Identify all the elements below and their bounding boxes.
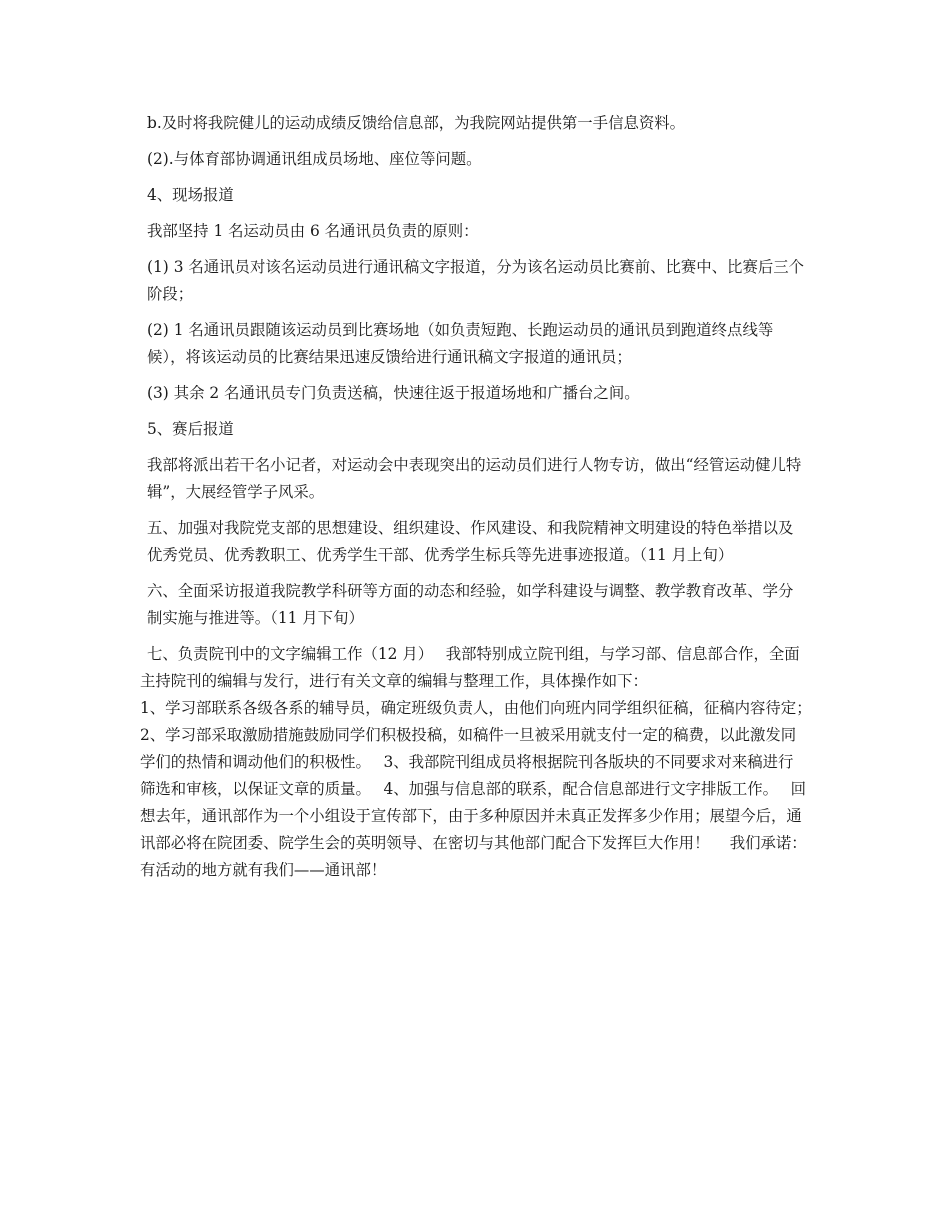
section-heading-post-report: 5、赛后报道	[147, 420, 234, 438]
paragraph-section-five: 五、加强对我院党支部的思想建设、组织建设、作风建设、和我院精神文明建设的特色举措以及优秀党员、优秀教职工、优秀学生干部、优秀学生标兵等先进事迹报道。（11 月上旬）	[147, 519, 794, 564]
section-seven-intro: 七、负责院刊中的文字编辑工作（12 月） 我部特别成立院刊组，与学习部、信息部合作，全面主持院刊的编辑与发行，进行有关文章的编辑与整理工作，具体操作如下：	[140, 645, 800, 690]
paragraph-coordination: (2).与体育部协调通讯组成员场地、座位等问题。	[147, 150, 482, 168]
paragraph-item-3: (3) 其余 2 名通讯员专门负责送稿，快速往返于报道场地和广播台之间。	[147, 384, 640, 402]
document-body	[140, 110, 825, 884]
paragraph-section-six: 六、全面采访报道我院教学科研等方面的动态和经验，如学科建设与调整、教学教育改革、学分制实施与推进等。（11 月下旬）	[147, 582, 794, 627]
paragraph-section-seven	[140, 641, 825, 884]
paragraph-item-2: (2) 1 名通讯员跟随该运动员到比赛场地（如负责短跑、长跑运动员的通讯员到跑道终点线等候），将该运动员的比赛结果迅速反馈给进行通讯稿文字报道的通讯员；	[147, 321, 774, 366]
paragraph-item-1: (1) 3 名通讯员对该名运动员进行通讯稿文字报道，分为该名运动员比赛前、比赛中、比赛后三个阶段；	[147, 258, 805, 303]
section-heading-live-report: 4、现场报道	[147, 186, 234, 204]
paragraph-feedback: b.及时将我院健儿的运动成绩反馈给信息部，为我院网站提供第一手信息资料。	[147, 114, 686, 132]
section-seven-body: 1、学习部联系各级各系的辅导员，确定班级负责人，由他们向班内同学组织征稿，征稿内容待定； 2、学习部采取激励措施鼓励同学们积极投稿，如稿件一旦被采用就支付一定的稿费，以此激发同学们的热情和调动他们的积极性。 3、我部院刊组成员将根据院刊各版块的不同要求对来稿进行筛选和审核，以保证文章的质量。 4、加强与信息部的联系，配合信息部进行文字排版工作。 回想去年，通讯部作为一个小组设于宣传部下，由于多种原因并未真正发挥多少作用；展望今后，通讯部必将在院团委、院学生会的英明领导、在密切与其他部门配合下发挥巨大作用！ 我们承诺： 有活动的地方就有我们——通讯部！	[140, 699, 825, 879]
paragraph-interviews: 我部将派出若干名小记者，对运动会中表现突出的运动员们进行人物专访，做出“经管运动健儿特辑”，大展经管学子风采。	[147, 456, 802, 501]
paragraph-principle: 我部坚持 1 名运动员由 6 名通讯员负责的原则：	[147, 222, 479, 240]
